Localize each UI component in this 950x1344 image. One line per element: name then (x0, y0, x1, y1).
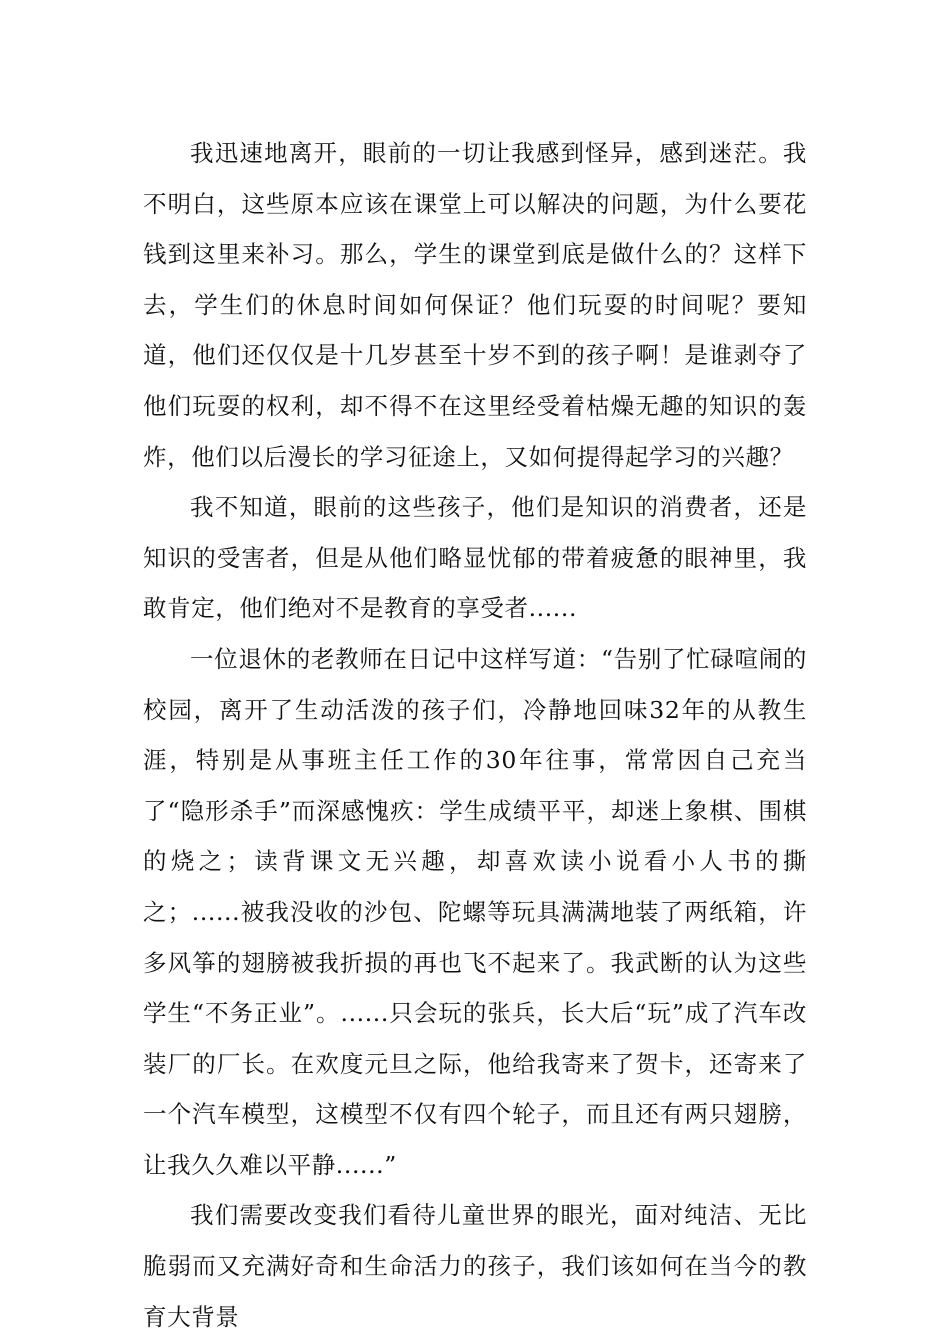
paragraph-4: 我们需要改变我们看待儿童世界的眼光，面对纯洁、无比脆弱而又充满好奇和生命活力的孩子，我们该如何在当今的教育大背景 (143, 1201, 807, 1331)
paragraph-1: 我迅速地离开，眼前的一切让我感到怪异，感到迷茫。我不明白，这些原本应该在课堂上可以解决的问题，为什么要花钱到这里来补习。那么，学生的课堂到底是做什么的？这样下去，学生们的休息时间如何保证？他们玩耍的时间呢？要知道，他们还仅仅是十几岁甚至十岁不到的孩子啊！是谁剥夺了他们玩耍的权利，却不得不在这里经受着枯燥无趣的知识的轰炸，他们以后漫长的学习征途上，又如何提得起学习的兴趣？ (143, 139, 807, 471)
paragraph-3: 一位退休的老教师在日记中这样写道：“告别了忙碌喧闹的校园，离开了生动活泼的孩子们，冷静地回味32年的从教生涯，特别是从事班主任工作的30年往事，常常因自己充当了“隐形杀手”而深感愧疚：学生成绩平平，却迷上象棋、围棋的烧之；读背课文无兴趣，却喜欢读小说看小人书的撕之；......被我没收的沙包、陀螺等玩具满满地装了两纸箱，许多风筝的翅膀被我折损的再也飞不起来了。我武断的认为这些学生“不务正业”。......只会玩的张兵，长大后“玩”成了汽车改装厂的厂长。在欢度元旦之际，他给我寄来了贺卡，还寄来了一个汽车模型，这模型不仅有四个轮子，而且还有两只翅膀，让我久久难以平静......” (143, 644, 807, 1179)
paragraph-2: 我不知道，眼前的这些孩子，他们是知识的消费者，还是知识的受害者，但是从他们略显忧郁的带着疲惫的眼神里，我敢肯定，他们绝对不是教育的享受者...... (143, 493, 807, 623)
body-text (143, 128, 807, 1342)
